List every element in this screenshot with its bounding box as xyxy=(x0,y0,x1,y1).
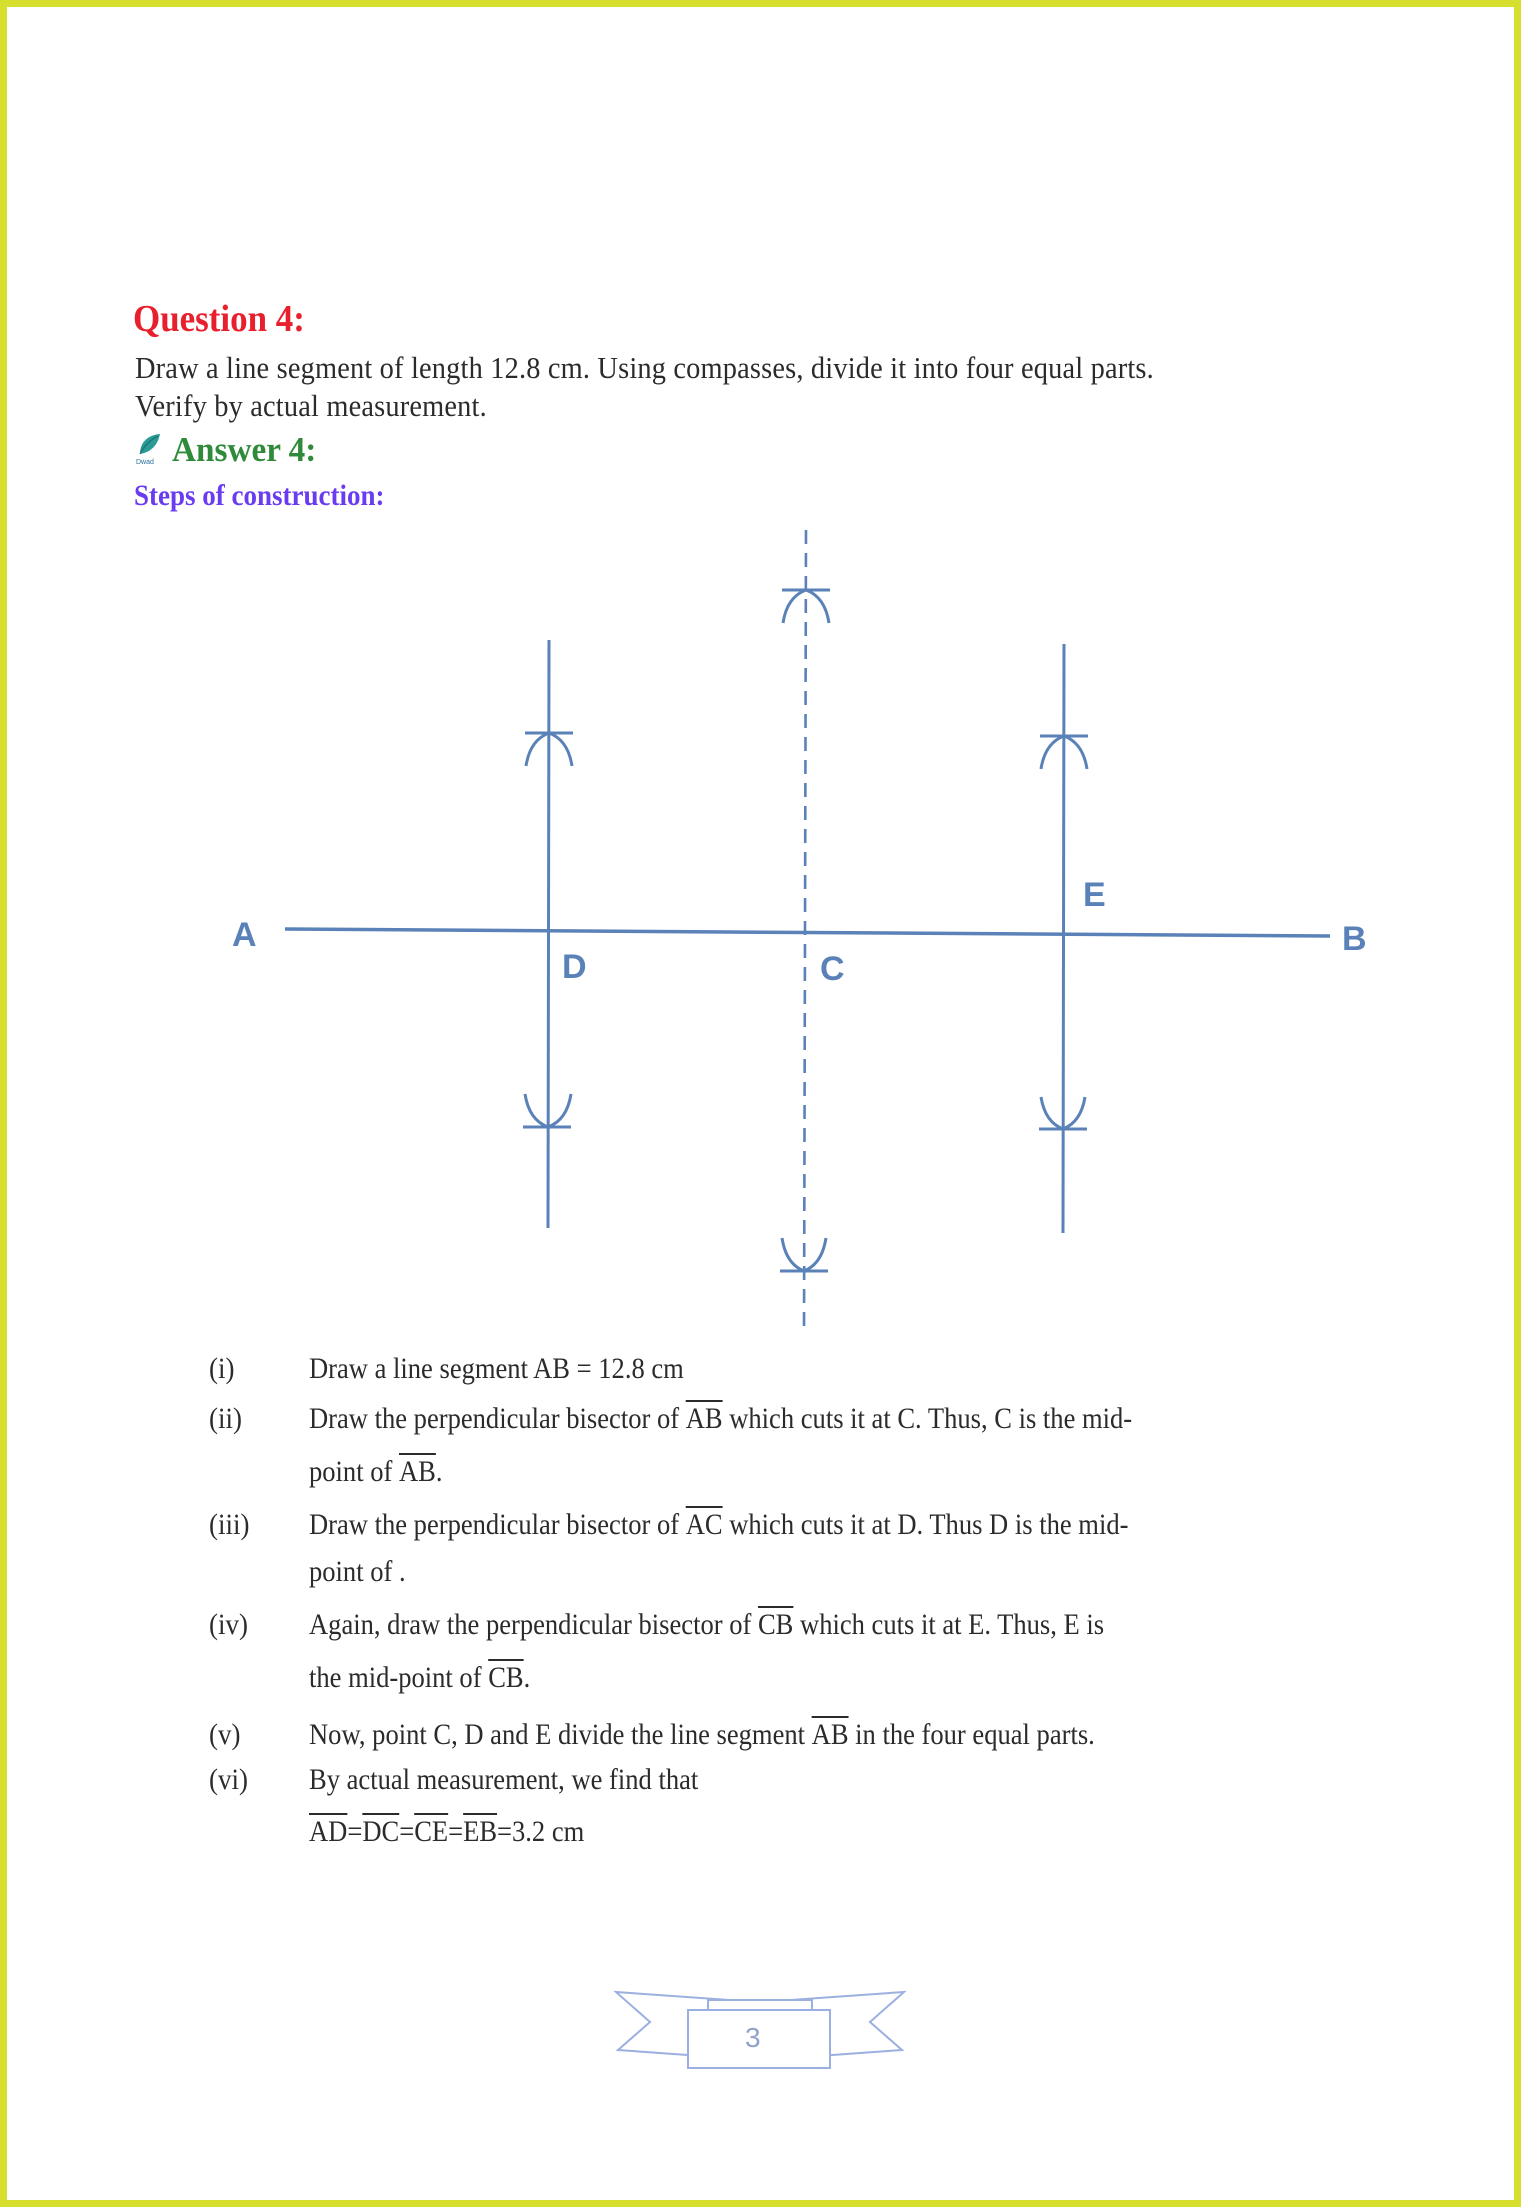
segment-notation: $\overline{DC}$ xyxy=(362,1815,400,1848)
label-c: C xyxy=(820,950,845,988)
result-equation xyxy=(309,1815,584,1849)
step-text-part: which cuts it at D. Thus D is the mid- xyxy=(722,1508,1129,1541)
label-a: A xyxy=(232,916,257,954)
step-text xyxy=(309,1718,1095,1752)
step-text-continued xyxy=(309,1661,530,1695)
step-num: (iii) xyxy=(209,1508,250,1541)
page-number: 3 xyxy=(745,2022,761,2053)
segment-notation: $\overline{AB}$ xyxy=(685,1402,723,1435)
answer-title: Answer 4: xyxy=(172,430,317,469)
leaf-logo-icon xyxy=(134,432,164,466)
step-text-part: which cuts it at E. Thus, E is xyxy=(793,1608,1105,1641)
step-text-part: By actual measurement, we find that xyxy=(309,1763,699,1796)
equals-sign: = xyxy=(399,1815,415,1848)
question-text-line-1: Draw a line segment of length 12.8 cm. Using compasses, divide it into four equal parts. xyxy=(135,350,1154,385)
segment-notation: $\overline{EB}$ xyxy=(463,1815,498,1848)
step-text-part: Draw a line segment AB = 12.8 cm xyxy=(309,1352,684,1385)
step-text xyxy=(309,1608,1104,1642)
step-text-part: Draw the perpendicular bisector of xyxy=(309,1508,686,1541)
step-text xyxy=(309,1763,698,1797)
label-e: E xyxy=(1083,876,1106,914)
question-text-line-2: Verify by actual measurement. xyxy=(135,388,487,423)
step-num: (vi) xyxy=(209,1763,248,1796)
equals-sign: = xyxy=(347,1815,363,1848)
step-text-part: Draw the perpendicular bisector of xyxy=(309,1402,686,1435)
bisector-c xyxy=(804,530,806,1335)
label-d: D xyxy=(562,948,587,986)
step-text-part: . xyxy=(523,1661,531,1694)
segment-notation: $\overline{AB}$ xyxy=(811,1718,849,1751)
segment-ab xyxy=(285,929,1330,936)
equals-sign: = xyxy=(497,1815,513,1848)
segment-notation: $\overline{AC}$ xyxy=(685,1508,723,1541)
step-text xyxy=(309,1402,1132,1436)
step-text-part: the mid-point of xyxy=(309,1661,489,1694)
segment-notation: $\overline{CB}$ xyxy=(757,1608,794,1641)
step-text xyxy=(309,1508,1128,1542)
segment-notation: $\overline{AB}$ xyxy=(398,1455,436,1488)
step-text-continued xyxy=(309,1455,443,1489)
step-text-part: in the four equal parts. xyxy=(848,1718,1095,1751)
step-text-part: . xyxy=(435,1455,443,1488)
result-value: 3.2 cm xyxy=(512,1815,585,1848)
step-text xyxy=(309,1352,684,1386)
step-text-part: point of xyxy=(309,1455,399,1488)
bisector-d xyxy=(548,640,549,1228)
label-b: B xyxy=(1342,920,1367,958)
segment-notation: $\overline{CB}$ xyxy=(488,1661,524,1694)
step-num: (v) xyxy=(209,1718,241,1751)
equals-sign: = xyxy=(448,1815,464,1848)
step-num: (ii) xyxy=(209,1402,242,1435)
step-text-part: which cuts it at C. Thus, C is the mid- xyxy=(722,1402,1133,1435)
step-text-part: Now, point C, D and E divide the line segment xyxy=(309,1718,812,1751)
step-text-part: Again, draw the perpendicular bisector of xyxy=(309,1608,758,1641)
svg-text:Dwad: Dwad xyxy=(136,459,154,466)
bisector-e xyxy=(1063,644,1064,1233)
question-title: Question 4: xyxy=(133,298,305,340)
steps-heading: Steps of construction: xyxy=(134,479,385,512)
step-num: (i) xyxy=(209,1352,235,1385)
step-num: (iv) xyxy=(209,1608,248,1641)
segment-notation: $\overline{AD}$ xyxy=(309,1815,348,1848)
step-text-part: point of . xyxy=(309,1555,406,1588)
step-text-continued xyxy=(309,1555,406,1589)
segment-notation: $\overline{CE}$ xyxy=(414,1815,449,1848)
